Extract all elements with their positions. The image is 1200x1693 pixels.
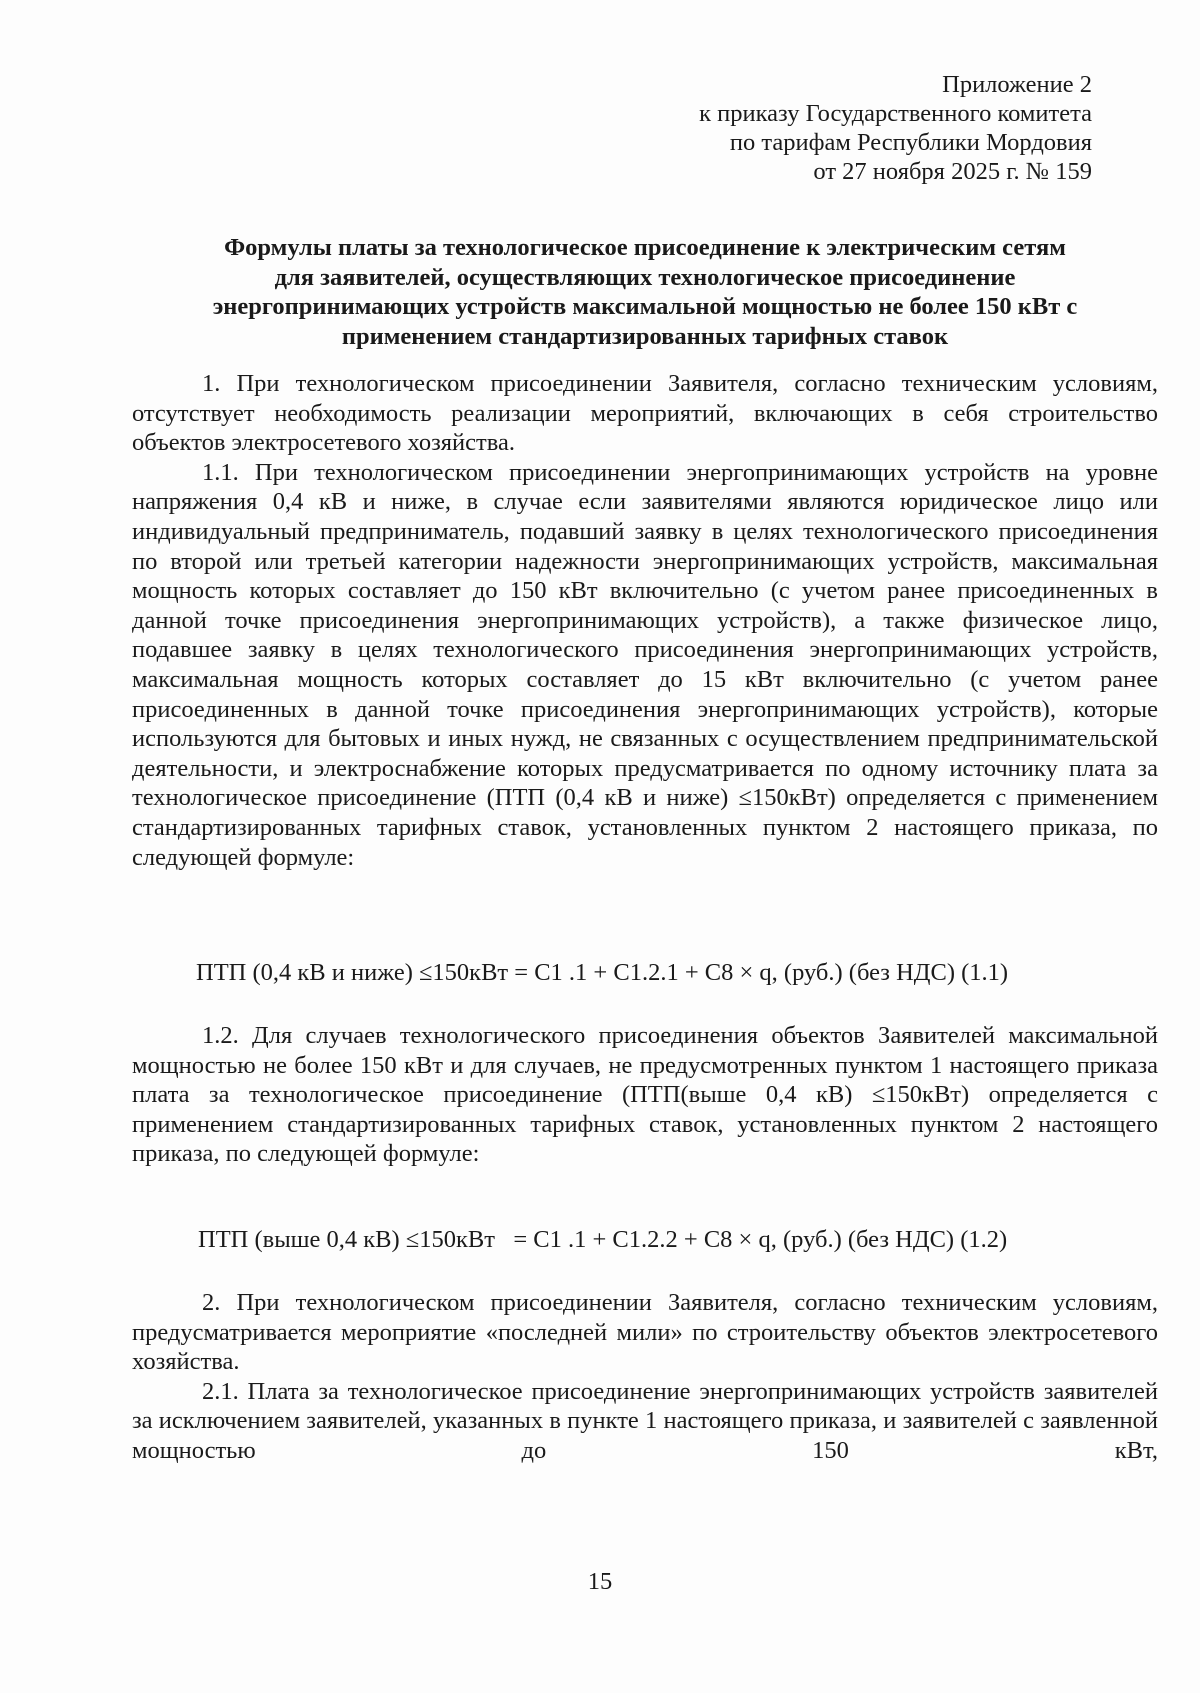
paragraph-1: 1. При технологическом присоединении Заявителя, согласно техническим условиям, отсутствует необходимость реализации мероприятий, включающих в себя строительство объектов электросетевого хозяйства. xyxy=(132,370,1158,457)
paragraph-2: 2. При технологическом присоединении Заявителя, согласно техническим условиям, предусматривается мероприятие «последней мили» по строительству объектов электросетевого хозяйства. xyxy=(132,1289,1158,1376)
title-line: для заявителей, осуществляющих технологическое присоединение xyxy=(274,263,1016,291)
appendix-header xyxy=(699,70,1092,186)
paragraph-2-1: 2.1. Плата за технологическое присоединение энергопринимающих устройств заявителей за исключением заявителей, указанных в пункте 1 настоящего приказа, и заявителей с заявленной мощностью до 150 кВт, xyxy=(132,1377,1158,1464)
title-line: применением стандартизированных тарифных ставок xyxy=(341,322,949,350)
formula-1-1: ПТП (0,4 кВ и ниже) ≤150кВт = С1 .1 + С1.2.1 + С8 × q, (руб.) (без НДС) (1.1) xyxy=(196,959,1009,986)
formula-1-block xyxy=(132,958,1158,988)
appendix-order-ref: к приказу Государственного комитета xyxy=(699,100,1092,127)
formula-2-block xyxy=(132,1225,1158,1255)
section-1 xyxy=(132,369,1158,872)
appendix-date: от 27 ноября 2025 г. № 159 xyxy=(813,158,1092,185)
document-title xyxy=(130,233,1160,351)
paragraph-1-2: 1.2. Для случаев технологического присоединения объектов Заявителей максимальной мощностью не более 150 кВт и для случаев, не предусмотренных пунктом 1 настоящего приказа плата за технологическое присоединение (ПТП(выше 0,4 кВ) ≤150кВт) определяется с применением стандартизированных тарифных ставок, установленных пунктом 2 настоящего приказа, по следующей формуле: xyxy=(132,1022,1158,1168)
title-line: энергопринимающих устройств максимальной мощностью не более 150 кВт с xyxy=(212,293,1078,320)
page-number: 15 xyxy=(587,1568,613,1595)
appendix-authority: по тарифам Республики Мордовия xyxy=(729,129,1092,156)
title-line: Формулы платы за технологическое присоединение к электрическим сетям xyxy=(224,234,1066,261)
paragraph-1-1: 1.1. При технологическом присоединении энергопринимающих устройств на уровне напряжения 0,4 кВ и ниже, в случае если заявителями являются юридическое лицо или индивидуальный предприниматель, подавший заявку в целях технологического присоединения по второй или третьей категории надежности энергопринимающих устройств, максимальная мощность которых составляет до 150 кВт включительно (с учетом ранее присоединенных в данной точке присоединения энергопринимающих устройств), а также физическое лицо, подавшее заявку в целях технологического присоединения энергопринимающих устройств, максимальная мощность которых составляет до 15 кВт включительно (с учетом ранее присоединенных в данной точке присоединения энергопринимающих устройств), которые используются для бытовых и иных нужд, не связанных с осуществлением предпринимательской деятельности, и электроснабжение которых предусматривается по одному источнику плата за технологическое присоединение (ПТП (0,4 кВ и ниже) ≤150кВт) определяется с применением стандартизированных тарифных ставок, установленных пунктом 2 настоящего приказа, по следующей формуле: xyxy=(132,458,1158,871)
section-1-2 xyxy=(132,1021,1158,1169)
section-2 xyxy=(132,1288,1158,1466)
appendix-label: Приложение 2 xyxy=(942,71,1092,98)
formula-1-2: ПТП (выше 0,4 кВ) ≤150кВт = С1 .1 + С1.2.2 + С8 × q, (руб.) (без НДС) (1.2) xyxy=(198,1226,1008,1253)
